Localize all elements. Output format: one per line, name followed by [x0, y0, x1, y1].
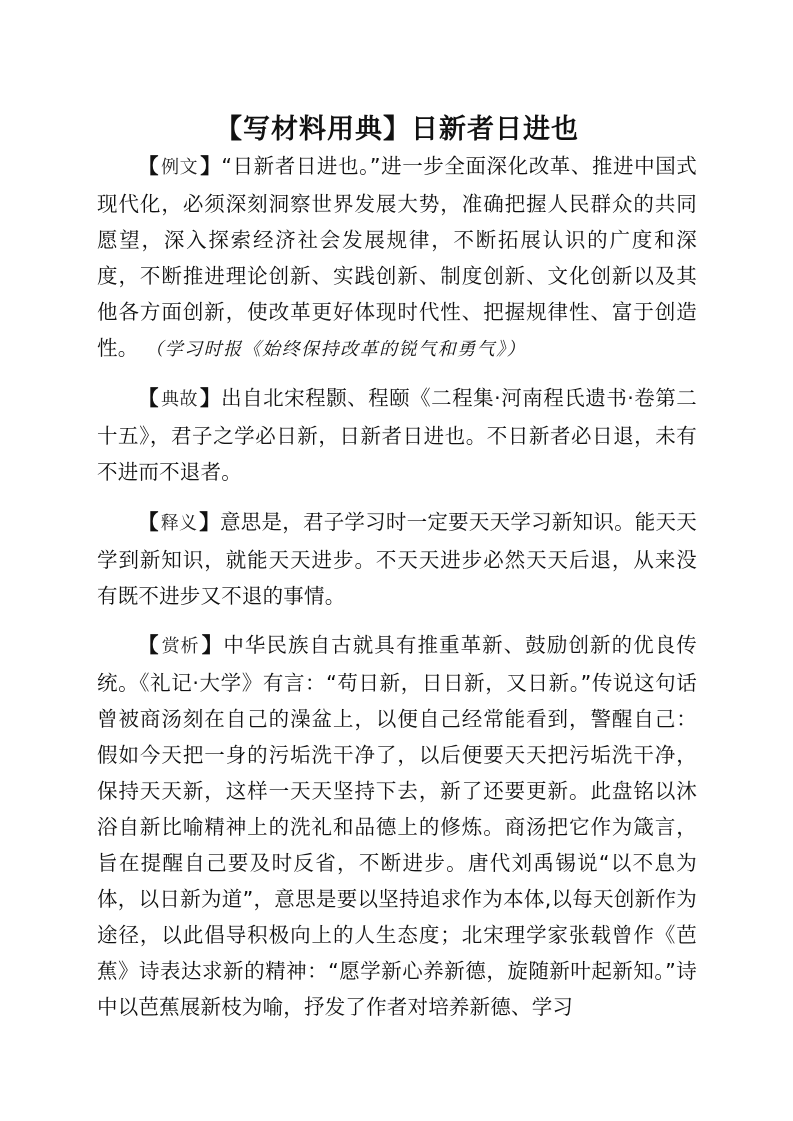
tag-open-bracket: 【	[138, 633, 160, 657]
tag-close-bracket: 】	[200, 386, 222, 410]
tag-open-bracket: 【	[138, 386, 160, 410]
appreciation-paragraph	[97, 627, 697, 1025]
example-tag: 例文	[161, 157, 199, 178]
example-paragraph	[97, 148, 697, 368]
tag-close-bracket: 】	[199, 510, 220, 534]
page-title: 【写材料用典】日新者日进也	[215, 114, 579, 146]
meaning-paragraph	[97, 504, 697, 614]
origin-text: 出自北宋程颢、程颐《二程集·河南程氏遗书·卷第二十五》，君子之学必日新，日新者日进也。不日新者必日退，未有不进而不退者。	[97, 386, 698, 484]
tag-close-bracket: 】	[200, 154, 222, 178]
meaning-text: 意思是，君子学习时一定要天天学习新知识。能天天学到新知识，就能天天进步。不天天进步必然天天后退，从来没有既不进步又不退的事情。	[97, 510, 697, 608]
appreciation-tag: 赏析	[161, 636, 200, 657]
example-text: “日新者日进也。”进一步全面深化改革、推进中国式现代化，必须深刻洞察世界发展大势，准确把握人民群众的共同愿望，深入探索经济社会发展规律，不断拓展认识的广度和深度，不断推进理论创新、实践创新、制度创新、文化创新以及其他各方面创新，使改革更好体现时代性、把握规律性、富于创造性。	[97, 154, 697, 360]
tag-close-bracket: 】	[201, 633, 224, 657]
tag-open-bracket: 【	[138, 510, 159, 534]
appreciation-text: 中华民族自古就具有推重革新、鼓励创新的优良传统。《礼记·大学》有言：“苟日新，日日新，又日新。”传说这句话曾被商汤刻在自己的澡盆上，以便自己经常能看到，警醒自己：假如今天把一身的污垢洗干净了，以后便要天天把污垢洗干净，保持天天新，这样一天天坚持下去，新了还要更新。此盘铭以沐浴自新比喻精神上的洗礼和品德上的修炼。商汤把它作为箴言，旨在提醒自己要及时反省，不断进步。唐代刘禹锡说“以不息为体，以日新为道”，意思是要以坚持追求作为本体,以每天创新作为途径，以此倡导积极向上的人生态度；北宋理学家张载曾作《芭蕉》诗表达求新的精神：“愿学新心养新德，旋随新叶起新知。”诗中以芭蕉展新枝为喻，抒发了作者对培养新德、学习	[97, 633, 698, 1019]
origin-tag: 典故	[161, 389, 199, 410]
origin-paragraph	[97, 380, 697, 490]
tag-open-bracket: 【	[138, 154, 160, 178]
example-source: （学习时报《始终保持改革的锐气和勇气》）	[145, 339, 527, 360]
meaning-tag: 释义	[160, 513, 198, 534]
